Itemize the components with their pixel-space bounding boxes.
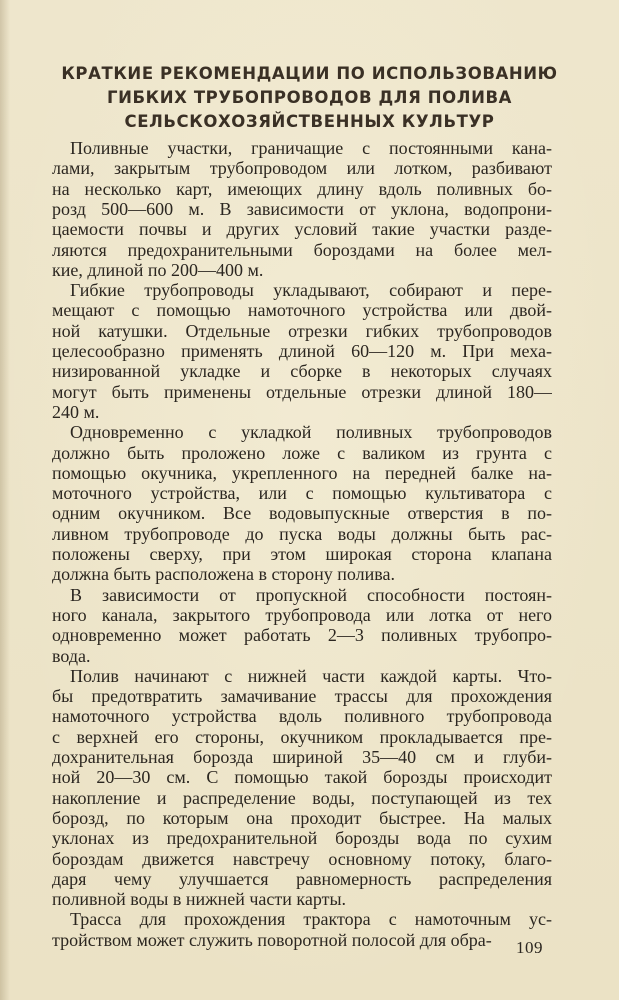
text-line: уклонах из предохранительной борозды вода по сухим: [52, 828, 552, 849]
text-line: ливном трубопроводе до пуска воды должны быть рас-: [52, 523, 552, 544]
text-line: мещают с помощью намоточного устройства или двой-: [52, 300, 552, 321]
page-gutter-shadow: [0, 0, 10, 1000]
text-line: ляются предохранительными бороздами на более мел-: [52, 239, 552, 260]
text-line: с верхней его стороны, окучником прокладывается пре-: [52, 726, 552, 747]
text-line: дохранительная борозда шириной 35—40 см и глуби-: [52, 747, 552, 767]
text-line: цаемости почвы и других условий такие участки разде-: [52, 219, 552, 240]
text-line: намоточного устройства вдоль поливного трубопровода: [52, 706, 552, 727]
text-line: даря чему улучшается равномерность распределения: [52, 868, 552, 889]
text-line: кие, длиной по 200—400 м.: [52, 259, 264, 280]
text-line: на несколько карт, имеющих длину вдоль поливных бо-: [52, 178, 552, 199]
text-line: лами, закрытым трубопроводом или лотком, разбивают: [52, 158, 552, 179]
text-line: положены сверху, при этом широкая сторона клапана: [52, 544, 552, 564]
text-line: 240 м.: [52, 401, 100, 422]
text-line: тройством может служить поворотной полосой для обра-: [52, 929, 492, 950]
text-line: моточного устройства, или с помощью культиватора с: [52, 483, 552, 504]
text-line: целесообразно применять длиной 60—120 м. При меха-: [52, 341, 552, 361]
text-line: низированной укладке и сборке в некоторых случаях: [52, 361, 552, 382]
text-line: одним окучником. Все водовыпускные отверстия в по-: [52, 503, 552, 524]
heading-line: КРАТКИЕ РЕКОМЕНДАЦИИ ПО ИСПОЛЬЗОВАНИЮ: [61, 64, 558, 83]
text-line: бы предотвратить замачивание трассы для прохождения: [52, 686, 552, 707]
text-line: должно быть проложено ложе с валиком из грунта с: [52, 442, 552, 463]
text-line: бороздам движется навстречу основному потоку, благо-: [52, 848, 552, 869]
heading-line: ГИБКИХ ТРУБОПРОВОДОВ ДЛЯ ПОЛИВА: [106, 88, 513, 107]
text-line: борозд, по которым она проходит быстрее. На малых: [52, 807, 552, 828]
text-line: розд 500—600 м. В зависимости от уклона, водопрони-: [52, 198, 552, 219]
text-line: должна быть расположена в сторону полива.: [52, 564, 396, 585]
heading-line: СЕЛЬСКОХОЗЯЙСТВЕННЫХ КУЛЬТУР: [124, 112, 495, 131]
text-line: помощью окучника, укрепленного на передней балке на-: [52, 462, 552, 483]
text-line: поливной воды в нижней части карты.: [52, 889, 347, 910]
section-heading: [40, 62, 579, 134]
text-line: вода.: [52, 645, 91, 666]
page-number: 109: [516, 938, 543, 957]
text-line: Поливные участки, граничащие с постоянными кана-: [70, 138, 552, 158]
text-line: ного канала, закрытого трубопровода или лотка от него: [52, 604, 552, 625]
text-line: Полив начинают с нижней части каждой карты. Что-: [70, 665, 552, 686]
text-line: Трасса для прохождения трактора с намоточным ус-: [70, 909, 552, 930]
text-line: ной 20—30 см. С помощью такой борозды происходит: [52, 767, 552, 788]
text-line: могут быть применены отдельные отрезки длиной 180—: [52, 381, 552, 402]
text-line: В зависимости от пропускной способности постоян-: [70, 584, 552, 605]
text-line: накопление и распределение воды, поступающей из тех: [52, 787, 552, 808]
text-line: Одновременно с укладкой поливных трубопроводов: [70, 422, 552, 443]
text-line: ной катушки. Отдельные отрезки гибких трубопроводов: [52, 320, 552, 341]
text-line: одновременно может работать 2—3 поливных трубопро-: [52, 625, 552, 646]
text-line: Гибкие трубопроводы укладывают, собирают и пере-: [70, 280, 552, 301]
